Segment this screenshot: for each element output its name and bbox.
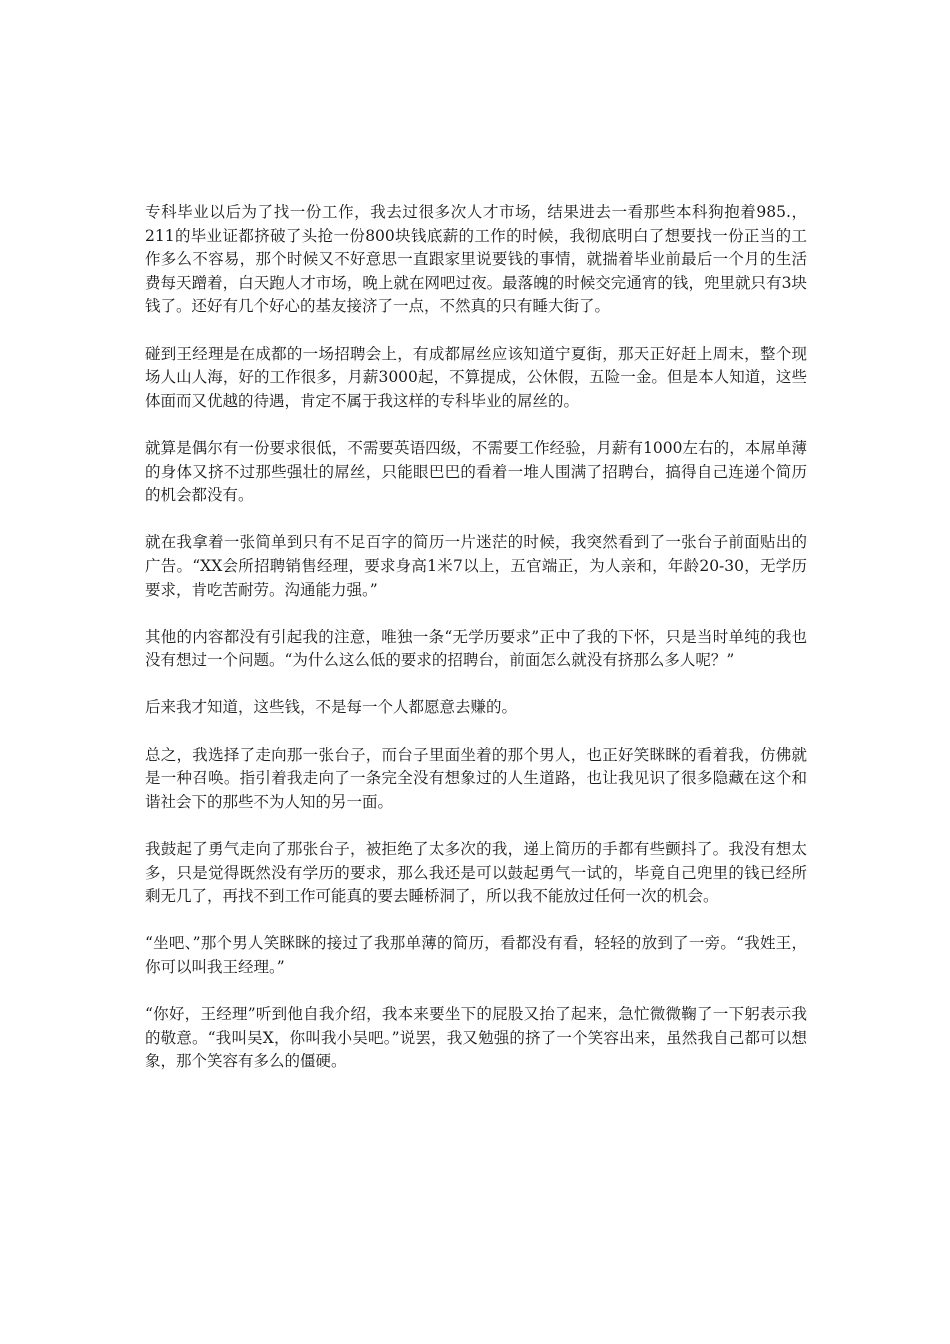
paragraph: 我鼓起了勇气走向了那张台子，被拒绝了太多次的我，递上简历的手都有些颤抖了。我没有想太多，只是觉得既然没有学历的要求，那么我还是可以鼓起勇气一试的，毕竟自己兜里的钱已经所剩无几了，再找不到工作可能真的要去睡桥洞了，所以我不能放过任何一次的机会。 xyxy=(145,840,807,906)
paragraph: 其他的内容都没有引起我的注意，唯独一条“无学历要求”正中了我的下怀，只是当时单纯的我也没有想过一个问题。“为什么这么低的要求的招聘台，前面怎么就没有挤那么多人呢？” xyxy=(145,627,807,670)
paragraph: 专科毕业以后为了找一份工作，我去过很多次人才市场，结果进去一看那些本科狗抱着985.，211的毕业证都挤破了头抢一份800块钱底薪的工作的时候，我彻底明白了想要找一份正当的工作多么不容易，那个时候又不好意思一直跟家里说要钱的事情，就揣着毕业前最后一个月的生活费每天蹭着，白天跑人才市场，晚上就在网吧过夜。最落魄的时候交完通宵的钱，兜里就只有3块钱了。还好有几个好心的基友接济了一点，不然真的只有睡大街了。 xyxy=(145,203,807,316)
paragraph: 后来我才知道，这些钱，不是每一个人都愿意去赚的。 xyxy=(145,698,518,717)
paragraph: 碰到王经理是在成都的一场招聘会上，有成都屌丝应该知道宁夏街，那天正好赶上周末，整个现场人山人海，好的工作很多，月薪3000起，不算提成，公休假，五险一金。但是本人知道，这些体面而又优越的待遇，肯定不属于我这样的专科毕业的屌丝的。 xyxy=(145,344,807,410)
paragraph: 就算是偶尔有一份要求很低，不需要英语四级，不需要工作经验，月薪有1000左右的，本屌单薄的身体又挤不过那些强壮的屌丝，只能眼巴巴的看着一堆人围满了招聘台，搞得自己连递个简历的机会都没有。 xyxy=(145,438,807,505)
paragraph: 就在我拿着一张简单到只有不足百字的简历一片迷茫的时候，我突然看到了一张台子前面贴出的广告。“XX会所招聘销售经理，要求身高1米7以上，五官端正，为人亲和，年龄20-30，无学历要求，肯吃苦耐劳。沟通能力强。” xyxy=(145,533,807,599)
paragraph: 总之，我选择了走向那一张台子，而台子里面坐着的那个男人，也正好笑眯眯的看着我，仿佛就是一种召唤。指引着我走向了一条完全没有想象过的人生道路，也让我见识了很多隐藏在这个和谐社会下的那些不为人知的另一面。 xyxy=(145,745,807,811)
document-body xyxy=(145,201,807,1098)
paragraph: “坐吧、”那个男人笑眯眯的接过了我那单薄的简历，看都没有看，轻轻的放到了一旁。“我姓王，你可以叫我王经理。” xyxy=(145,934,807,976)
paragraph: “你好，王经理”听到他自我介绍，我本来要坐下的屁股又抬了起来，急忙微微鞠了一下躬表示我的敬意。“我叫吴X，你叫我小吴吧。”说罢，我又勉强的挤了一个笑容出来，虽然我自己都可以想象，那个笑容有多么的僵硬。 xyxy=(145,1005,807,1071)
